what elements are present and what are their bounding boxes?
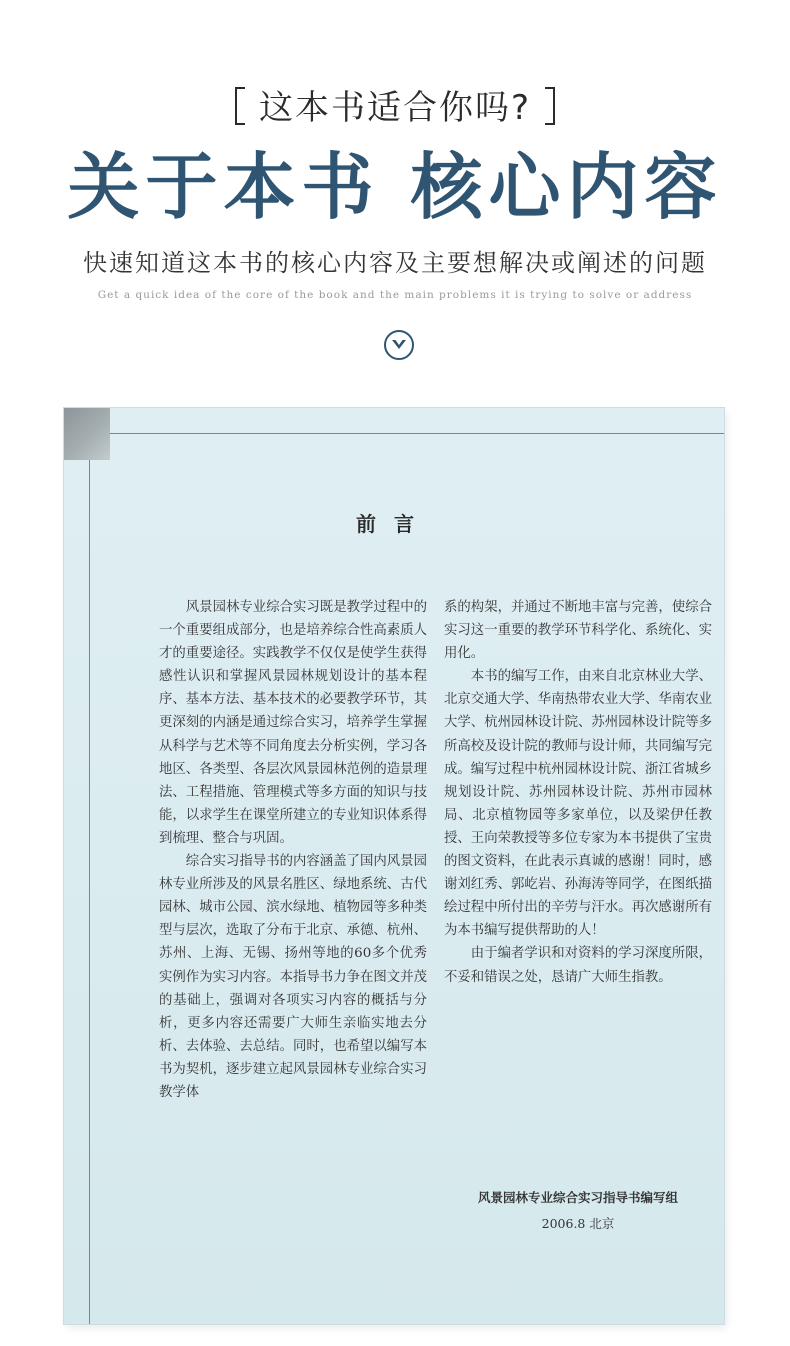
preface-date: 2006.8 北京 [541,1216,615,1231]
page-corner-decoration [64,408,110,460]
kicker-text: 这本书适合你吗? [258,88,532,128]
preface-paragraph: 综合实习指导书的内容涵盖了国内风景园林专业所涉及的风景名胜区、绿地系统、古代园林、城市公园、滨水绿地、植物园等多种类型与层次，选取了分布于北京、承德、杭州、苏州、上海、无锡、扬州等地的60多个优秀实例作为实习内容。本指导书力争在图文并茂的基础上，强调对各项实习内容的概括与分析，更多内容还需要广大师生亲临实地去分析、去体验、去总结。同时，也希望以编写本书为契机，逐步建立起风景园林专业综合实习教学体 [159,854,427,1100]
page-vertical-rule [89,460,90,1324]
preface-right-column [444,596,712,989]
page-subtitle-english: Get a quick idea of the core of the book and the main problems it is trying to solve or address [97,289,693,301]
preface-paragraph: 本书的编写工作，由来自北京林业大学、北京交通大学、华南热带农业大学、华南农业大学、杭州园林设计院、苏州园林设计院等多所高校及设计院的教师与设计师，共同编写完成。编写过程中杭州园林设计院、浙江省城乡规划设计院、苏州园林设计院、苏州市园林局、北京植物园等多家单位，以及梁伊任教授、王向荣教授等多位专家为本书提供了宝贵的图文资料，在此表示真诚的感谢！同时，感谢刘红秀、郭屹岩、孙海涛等同学，在图纸描绘过程中所付出的辛劳与汗水。再次感谢所有为本书编写提供帮助的人！ [444,669,712,939]
preface-paragraph: 风景园林专业综合实习既是教学过程中的一个重要组成部分，也是培养综合性高素质人才的重要途径。实践教学不仅仅是使学生获得感性认识和掌握风景园林规划设计的基本程序、基本方法、基本技术的必要教学环节，其更深刻的内涵是通过综合实习，培养学生掌握从科学与艺术等不同角度去分析实例，学习各地区、各类型、各层次风景园林范例的造景理法、工程措施、管理模式等多方面的知识与技能，以求学生在课堂所建立的专业知识体系得到梳理、整合与巩固。 [159,600,427,846]
chevron-down-circle-icon [384,330,414,360]
preface-paragraph: 由于编者学识和对资料的学习深度所限，不妥和错误之处，恳请广大师生指教。 [444,946,712,985]
page-horizontal-rule [110,433,724,434]
header-banner [0,0,790,400]
right-bracket-decoration [545,87,555,125]
page-subtitle: 快速知道这本书的核心内容及主要想解决或阐述的问题 [83,249,707,277]
kicker-heading [0,80,790,129]
preface-left-column [159,596,427,1104]
book-page-scan [64,408,724,1324]
preface-heading: 前言 [356,512,432,536]
preface-paragraph-continuation: 系的构架，并通过不断地丰富与完善，使综合实习这一重要的教学环节科学化、系统化、实用化。 [444,600,712,662]
preface-signature: 风景园林专业综合实习指导书编写组 [477,1190,678,1205]
left-bracket-decoration [235,87,245,125]
page-title: 关于本书 核心内容 [67,144,723,229]
